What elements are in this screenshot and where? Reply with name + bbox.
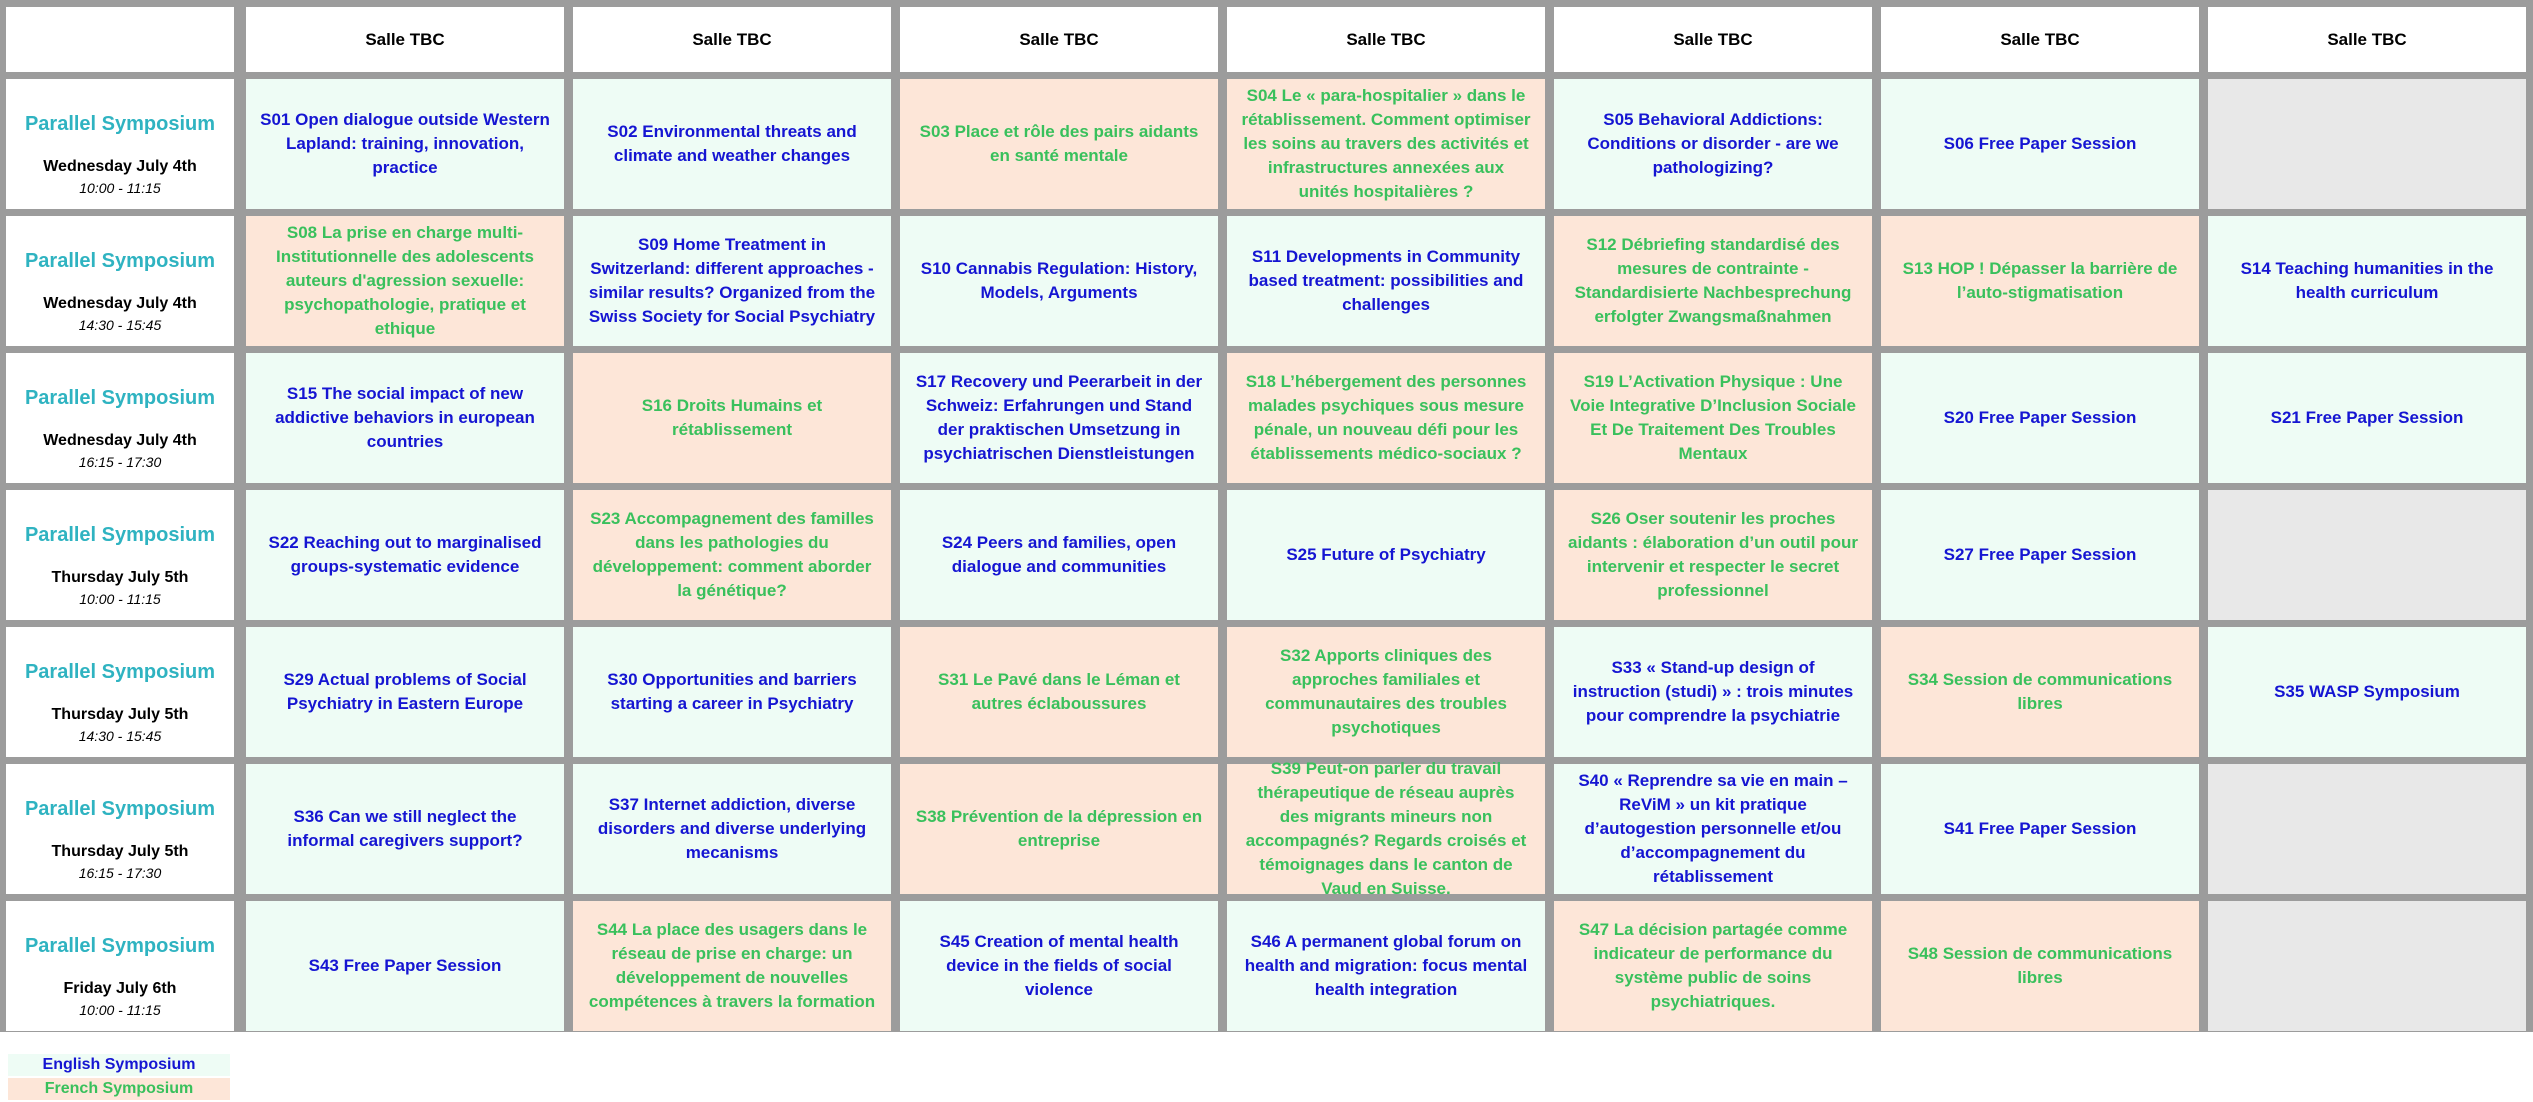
session-cell: S01 Open dialogue outside Western Lapland: training, innovation, practice bbox=[246, 79, 564, 209]
time-slot-header bbox=[6, 901, 234, 1031]
session-cell: S40 « Reprendre sa vie en main – ReViM » un kit pratique d’autogestion personnelle et/ou d’accompagnement du rétablissement bbox=[1554, 764, 1872, 894]
session-cell: S24 Peers and families, open dialogue and communities bbox=[900, 490, 1218, 620]
slot-day: Thursday July 5th bbox=[51, 569, 189, 586]
empty-session-cell bbox=[2208, 764, 2526, 894]
slot-time: 10:00 - 11:15 bbox=[79, 1002, 161, 1018]
session-cell: S21 Free Paper Session bbox=[2208, 353, 2526, 483]
time-slot-header bbox=[6, 627, 234, 757]
session-cell: S23 Accompagnement des familles dans les pathologies du développement: comment aborder la génétique? bbox=[573, 490, 891, 620]
slot-day: Friday July 6th bbox=[63, 980, 177, 997]
session-cell: S35 WASP Symposium bbox=[2208, 627, 2526, 757]
time-slot-header bbox=[6, 216, 234, 346]
session-cell: S44 La place des usagers dans le réseau de prise en charge: un développement de nouvelles compétences à travers la formation bbox=[573, 901, 891, 1031]
legend-french: French Symposium bbox=[8, 1078, 230, 1100]
session-cell: S41 Free Paper Session bbox=[1881, 764, 2199, 894]
session-cell: S27 Free Paper Session bbox=[1881, 490, 2199, 620]
legend-english: English Symposium bbox=[8, 1054, 230, 1076]
slot-time: 14:30 - 15:45 bbox=[78, 317, 162, 333]
slot-title: Parallel Symposium bbox=[24, 661, 216, 683]
session-cell: S43 Free Paper Session bbox=[246, 901, 564, 1031]
session-cell: S17 Recovery und Peerarbeit in der Schweiz: Erfahrungen und Stand der praktischen Umsetzung in psychiatrischen Dienstleistungen bbox=[900, 353, 1218, 483]
slot-time: 16:15 - 17:30 bbox=[78, 454, 162, 470]
session-cell: S39 Peut-on parler du travail thérapeutique de réseau auprès des migrants mineurs non accompagnés? Regards croisés et témoignages dans le canton de Vaud en Suisse. bbox=[1227, 764, 1545, 894]
slot-title: Parallel Symposium bbox=[24, 524, 216, 546]
session-cell: S12 Débriefing standardisé des mesures de contrainte - Standardisierte Nachbesprechung erfolgter Zwangsmaßnahmen bbox=[1554, 216, 1872, 346]
session-cell: S14 Teaching humanities in the health curriculum bbox=[2208, 216, 2526, 346]
session-cell: S38 Prévention de la dépression en entreprise bbox=[900, 764, 1218, 894]
session-cell: S48 Session de communications libres bbox=[1881, 901, 2199, 1031]
session-cell: S33 « Stand-up design of instruction (studi) » : trois minutes pour comprendre la psychiatrie bbox=[1554, 627, 1872, 757]
session-cell: S20 Free Paper Session bbox=[1881, 353, 2199, 483]
session-cell: S19 L’Activation Physique : Une Voie Integrative D’Inclusion Sociale Et De Traitement Des Troubles Mentaux bbox=[1554, 353, 1872, 483]
session-cell: S30 Opportunities and barriers starting a career in Psychiatry bbox=[573, 627, 891, 757]
slot-day: Wednesday July 4th bbox=[43, 158, 197, 175]
room-header: Salle TBC bbox=[573, 7, 891, 72]
session-cell: S06 Free Paper Session bbox=[1881, 79, 2199, 209]
session-cell: S36 Can we still neglect the informal caregivers support? bbox=[246, 764, 564, 894]
room-header: Salle TBC bbox=[2208, 7, 2526, 72]
session-cell: S11 Developments in Community based treatment: possibilities and challenges bbox=[1227, 216, 1545, 346]
time-slot-header bbox=[6, 490, 234, 620]
slot-day: Wednesday July 4th bbox=[43, 295, 197, 312]
session-cell: S25 Future of Psychiatry bbox=[1227, 490, 1545, 620]
slot-time: 10:00 - 11:15 bbox=[79, 180, 161, 196]
slot-day: Thursday July 5th bbox=[51, 706, 189, 723]
slot-title: Parallel Symposium bbox=[24, 387, 216, 409]
session-cell: S26 Oser soutenir les proches aidants : élaboration d’un outil pour intervenir et respecter le secret professionnel bbox=[1554, 490, 1872, 620]
session-cell: S10 Cannabis Regulation: History, Models, Arguments bbox=[900, 216, 1218, 346]
room-header: Salle TBC bbox=[1554, 7, 1872, 72]
slot-time: 14:30 - 15:45 bbox=[78, 728, 162, 744]
session-cell: S34 Session de communications libres bbox=[1881, 627, 2199, 757]
room-header: Salle TBC bbox=[1227, 7, 1545, 72]
room-header: Salle TBC bbox=[900, 7, 1218, 72]
session-cell: S15 The social impact of new addictive behaviors in european countries bbox=[246, 353, 564, 483]
slot-time: 16:15 - 17:30 bbox=[78, 865, 162, 881]
session-cell: S18 L’hébergement des personnes malades psychiques sous mesure pénale, un nouveau défi pour les établissements médico-sociaux ? bbox=[1227, 353, 1545, 483]
session-cell: S02 Environmental threats and climate and weather changes bbox=[573, 79, 891, 209]
session-cell: S16 Droits Humains et rétablissement bbox=[573, 353, 891, 483]
empty-session-cell bbox=[2208, 901, 2526, 1031]
session-cell: S08 La prise en charge multi-Institutionnelle des adolescents auteurs d'agression sexuelle: psychopathologie, pratique et ethique bbox=[246, 216, 564, 346]
session-cell: S46 A permanent global forum on health and migration: focus mental health integration bbox=[1227, 901, 1545, 1031]
slot-title: Parallel Symposium bbox=[24, 250, 216, 272]
session-cell: S13 HOP ! Dépasser la barrière de l’auto-stigmatisation bbox=[1881, 216, 2199, 346]
time-slot-header bbox=[6, 764, 234, 894]
session-cell: S29 Actual problems of Social Psychiatry in Eastern Europe bbox=[246, 627, 564, 757]
session-cell: S04 Le « para-hospitalier » dans le rétablissement. Comment optimiser les soins au travers des activités et infrastructures annexées aux unités hospitalières ? bbox=[1227, 79, 1545, 209]
slot-title: Parallel Symposium bbox=[24, 113, 216, 135]
empty-session-cell bbox=[2208, 79, 2526, 209]
session-cell: S22 Reaching out to marginalised groups-systematic evidence bbox=[246, 490, 564, 620]
time-slot-header bbox=[6, 353, 234, 483]
slot-time: 10:00 - 11:15 bbox=[79, 591, 161, 607]
corner-cell bbox=[6, 7, 234, 72]
slot-day: Wednesday July 4th bbox=[43, 432, 197, 449]
room-header: Salle TBC bbox=[1881, 7, 2199, 72]
session-cell: S45 Creation of mental health device in the fields of social violence bbox=[900, 901, 1218, 1031]
session-cell: S05 Behavioral Addictions: Conditions or disorder - are we pathologizing? bbox=[1554, 79, 1872, 209]
time-slot-header bbox=[6, 79, 234, 209]
session-cell: S31 Le Pavé dans le Léman et autres éclaboussures bbox=[900, 627, 1218, 757]
session-cell: S09 Home Treatment in Switzerland: different approaches - similar results? Organized from the Swiss Society for Social Psychiatry bbox=[573, 216, 891, 346]
slot-title: Parallel Symposium bbox=[24, 935, 216, 957]
slot-title: Parallel Symposium bbox=[24, 798, 216, 820]
room-header: Salle TBC bbox=[246, 7, 564, 72]
session-cell: S03 Place et rôle des pairs aidants en santé mentale bbox=[900, 79, 1218, 209]
slot-day: Thursday July 5th bbox=[51, 843, 189, 860]
session-cell: S32 Apports cliniques des approches familiales et communautaires des troubles psychotiques bbox=[1227, 627, 1545, 757]
empty-session-cell bbox=[2208, 490, 2526, 620]
session-cell: S47 La décision partagée comme indicateur de performance du système public de soins psychiatriques. bbox=[1554, 901, 1872, 1031]
session-cell: S37 Internet addiction, diverse disorders and diverse underlying mecanisms bbox=[573, 764, 891, 894]
